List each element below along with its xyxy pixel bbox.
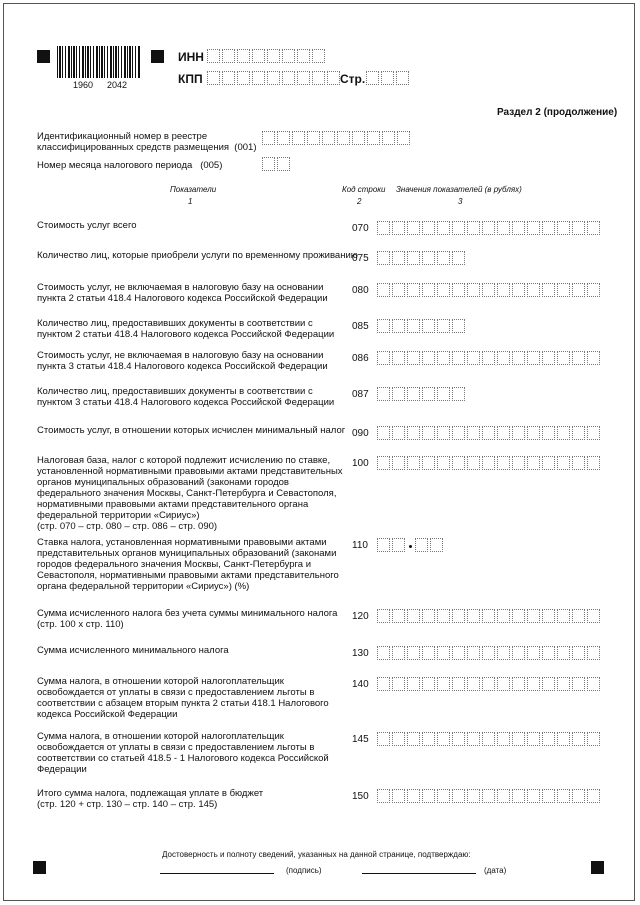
input-cell[interactable] xyxy=(587,456,600,470)
page-label: Стр. xyxy=(340,72,366,86)
row-label: Количество лиц, предоставивших документы в соответствии с пунктом 3 статьи 418.4 Налогового кодекса Российской Федерации xyxy=(37,386,335,408)
input-cell[interactable] xyxy=(437,456,450,470)
row-code: 145 xyxy=(352,734,369,745)
input-cell[interactable] xyxy=(497,221,510,235)
input-cell[interactable] xyxy=(452,426,465,440)
input-cell[interactable] xyxy=(557,351,570,365)
month-label: Номер месяца налогового периода (005) xyxy=(37,160,223,171)
barcode xyxy=(57,46,140,78)
input-cell[interactable] xyxy=(452,789,465,803)
row-label: Сумма исчисленного налога без учета суммы минимального налога (стр. 100 х стр. 110) xyxy=(37,608,338,630)
row-value-field[interactable] xyxy=(377,456,602,470)
input-cell[interactable] xyxy=(297,71,310,85)
corner-marker-top-right xyxy=(151,50,164,63)
input-cell[interactable] xyxy=(527,426,540,440)
input-cell[interactable] xyxy=(277,131,290,145)
input-cell[interactable] xyxy=(237,71,250,85)
input-cell[interactable] xyxy=(512,677,525,691)
input-cell[interactable] xyxy=(572,732,585,746)
row-value-field[interactable] xyxy=(377,387,467,401)
row-label: Сумма исчисленного минимального налога xyxy=(37,645,229,656)
input-cell[interactable] xyxy=(377,538,390,552)
input-cell[interactable] xyxy=(572,221,585,235)
input-cell[interactable] xyxy=(482,609,495,623)
signature-caption: (подпись) xyxy=(286,866,322,875)
input-cell[interactable] xyxy=(587,789,600,803)
input-cell[interactable] xyxy=(277,157,290,171)
input-cell[interactable] xyxy=(422,456,435,470)
row-code: 090 xyxy=(352,428,369,439)
input-cell[interactable] xyxy=(527,732,540,746)
input-cell[interactable] xyxy=(467,426,480,440)
input-cell[interactable] xyxy=(377,221,390,235)
date-line[interactable] xyxy=(362,873,476,874)
input-cell[interactable] xyxy=(262,131,275,145)
input-cell[interactable] xyxy=(542,732,555,746)
registry-id-field[interactable] xyxy=(262,131,412,145)
input-cell[interactable] xyxy=(377,646,390,660)
input-cell[interactable] xyxy=(322,131,335,145)
row-value-field[interactable] xyxy=(377,221,602,235)
input-cell[interactable] xyxy=(392,789,405,803)
input-cell[interactable] xyxy=(452,387,465,401)
input-cell[interactable] xyxy=(557,221,570,235)
input-cell[interactable] xyxy=(267,71,280,85)
input-cell[interactable] xyxy=(497,789,510,803)
input-cell[interactable] xyxy=(297,49,310,63)
col-header-indicators: Показатели xyxy=(170,185,217,194)
col-number-2: 2 xyxy=(357,197,362,206)
input-cell[interactable] xyxy=(452,609,465,623)
inn-label: ИНН xyxy=(178,50,204,64)
input-cell[interactable] xyxy=(437,351,450,365)
input-cell[interactable] xyxy=(392,538,405,552)
input-cell[interactable] xyxy=(430,538,443,552)
input-cell[interactable] xyxy=(467,646,480,660)
input-cell[interactable] xyxy=(452,319,465,333)
col-header-code: Код строки xyxy=(342,185,386,194)
kpp-label: КПП xyxy=(178,72,203,86)
input-cell[interactable] xyxy=(312,71,325,85)
input-cell[interactable] xyxy=(467,732,480,746)
input-cell[interactable] xyxy=(527,609,540,623)
row-code: 140 xyxy=(352,679,369,690)
input-cell[interactable] xyxy=(312,49,325,63)
input-cell[interactable] xyxy=(377,609,390,623)
input-cell[interactable] xyxy=(587,221,600,235)
input-cell[interactable] xyxy=(482,646,495,660)
row-code: 075 xyxy=(352,253,369,264)
row-code: 070 xyxy=(352,223,369,234)
input-cell[interactable] xyxy=(292,131,305,145)
row-value-field[interactable] xyxy=(377,732,602,746)
input-cell[interactable] xyxy=(467,789,480,803)
input-cell[interactable] xyxy=(467,456,480,470)
input-cell[interactable] xyxy=(497,283,510,297)
input-cell[interactable] xyxy=(482,677,495,691)
row-value-field[interactable] xyxy=(377,351,602,365)
input-cell[interactable] xyxy=(392,319,405,333)
input-cell[interactable] xyxy=(527,456,540,470)
col-number-1: 1 xyxy=(188,197,193,206)
row-code: 100 xyxy=(352,458,369,469)
input-cell[interactable] xyxy=(557,609,570,623)
input-cell[interactable] xyxy=(392,426,405,440)
input-cell[interactable] xyxy=(557,646,570,660)
section-title: Раздел 2 (продолжение) xyxy=(497,107,618,118)
input-cell[interactable] xyxy=(382,131,395,145)
input-cell[interactable] xyxy=(482,283,495,297)
input-cell[interactable] xyxy=(587,609,600,623)
input-cell[interactable] xyxy=(482,732,495,746)
row-label: Итого сумма налога, подлежащая уплате в бюджет (стр. 120 + стр. 130 – стр. 140 – стр. 145) xyxy=(37,788,264,810)
row-label: Стоимость услуг, не включаемая в налоговую базу на основании пункта 3 статьи 418.4 Налогового кодекса Российской Федерации xyxy=(37,350,328,372)
input-cell[interactable] xyxy=(527,221,540,235)
input-cell[interactable] xyxy=(437,251,450,265)
input-cell[interactable] xyxy=(422,426,435,440)
input-cell[interactable] xyxy=(407,426,420,440)
input-cell[interactable] xyxy=(557,456,570,470)
input-cell[interactable] xyxy=(377,283,390,297)
input-cell[interactable] xyxy=(422,609,435,623)
input-cell[interactable] xyxy=(392,221,405,235)
input-cell[interactable] xyxy=(222,49,235,63)
input-cell[interactable] xyxy=(512,456,525,470)
input-cell[interactable] xyxy=(557,789,570,803)
input-cell[interactable] xyxy=(392,283,405,297)
input-cell[interactable] xyxy=(392,351,405,365)
row-value-field[interactable] xyxy=(377,789,602,803)
input-cell[interactable] xyxy=(527,351,540,365)
input-cell[interactable] xyxy=(542,456,555,470)
input-cell[interactable] xyxy=(392,677,405,691)
input-cell[interactable] xyxy=(482,789,495,803)
input-cell[interactable] xyxy=(527,789,540,803)
input-cell[interactable] xyxy=(527,677,540,691)
input-cell[interactable] xyxy=(587,677,600,691)
corner-marker-bottom-right xyxy=(591,861,604,874)
input-cell[interactable] xyxy=(422,221,435,235)
input-cell[interactable] xyxy=(352,131,365,145)
input-cell[interactable] xyxy=(422,283,435,297)
input-cell[interactable] xyxy=(392,456,405,470)
input-cell[interactable] xyxy=(252,49,265,63)
input-cell[interactable] xyxy=(497,609,510,623)
input-cell[interactable] xyxy=(307,131,320,145)
input-cell[interactable] xyxy=(572,609,585,623)
input-cell[interactable] xyxy=(497,456,510,470)
decimal-dot xyxy=(409,545,412,548)
row-value-field[interactable] xyxy=(377,538,445,552)
input-cell[interactable] xyxy=(377,677,390,691)
input-cell[interactable] xyxy=(422,732,435,746)
input-cell[interactable] xyxy=(207,71,220,85)
input-cell[interactable] xyxy=(422,646,435,660)
input-cell[interactable] xyxy=(542,677,555,691)
row-value-field[interactable] xyxy=(377,609,602,623)
input-cell[interactable] xyxy=(392,387,405,401)
input-cell[interactable] xyxy=(467,221,480,235)
input-cell[interactable] xyxy=(452,732,465,746)
input-cell[interactable] xyxy=(572,426,585,440)
input-cell[interactable] xyxy=(587,351,600,365)
input-cell[interactable] xyxy=(237,49,250,63)
input-cell[interactable] xyxy=(587,283,600,297)
input-cell[interactable] xyxy=(397,131,410,145)
input-cell[interactable] xyxy=(467,283,480,297)
input-cell[interactable] xyxy=(572,351,585,365)
input-cell[interactable] xyxy=(452,677,465,691)
input-cell[interactable] xyxy=(407,677,420,691)
input-cell[interactable] xyxy=(572,789,585,803)
input-cell[interactable] xyxy=(377,789,390,803)
col-number-3: 3 xyxy=(458,197,463,206)
input-cell[interactable] xyxy=(392,646,405,660)
input-cell[interactable] xyxy=(407,351,420,365)
input-cell[interactable] xyxy=(337,131,350,145)
input-cell[interactable] xyxy=(572,646,585,660)
input-cell[interactable] xyxy=(377,732,390,746)
input-cell[interactable] xyxy=(482,426,495,440)
row-label: Стоимость услуг, не включаемая в налоговую базу на основании пункта 2 статьи 418.4 Налогового кодекса Российской Федерации xyxy=(37,282,328,304)
col-header-values: Значения показателей (в рублях) xyxy=(396,185,522,194)
row-value-field[interactable] xyxy=(377,319,467,333)
input-cell[interactable] xyxy=(572,283,585,297)
input-cell[interactable] xyxy=(452,283,465,297)
row-value-field[interactable] xyxy=(377,251,467,265)
input-cell[interactable] xyxy=(497,426,510,440)
row-value-field[interactable] xyxy=(377,677,602,691)
input-cell[interactable] xyxy=(587,646,600,660)
input-cell[interactable] xyxy=(437,677,450,691)
input-cell[interactable] xyxy=(512,351,525,365)
row-code: 120 xyxy=(352,611,369,622)
row-code: 086 xyxy=(352,353,369,364)
input-cell[interactable] xyxy=(542,609,555,623)
input-cell[interactable] xyxy=(437,609,450,623)
input-cell[interactable] xyxy=(482,221,495,235)
input-cell[interactable] xyxy=(392,732,405,746)
input-cell[interactable] xyxy=(437,283,450,297)
input-cell[interactable] xyxy=(437,646,450,660)
row-code: 085 xyxy=(352,321,369,332)
input-cell[interactable] xyxy=(467,677,480,691)
input-cell[interactable] xyxy=(392,609,405,623)
input-cell[interactable] xyxy=(381,71,394,85)
input-cell[interactable] xyxy=(207,49,220,63)
input-cell[interactable] xyxy=(452,646,465,660)
confirmation-text: Достоверность и полноту сведений, указанных на данной странице, подтверждаю: xyxy=(162,850,471,859)
barcode-number-right: 2042 xyxy=(107,80,128,90)
input-cell[interactable] xyxy=(467,351,480,365)
row-value-field[interactable] xyxy=(377,283,602,297)
input-cell[interactable] xyxy=(422,251,435,265)
inn-field[interactable] xyxy=(207,49,327,63)
row-label: Сумма налога, в отношении которой налогоплательщик освобождается от уплаты в связи с предоставлением льготы в соответствии с абзацем вторым пункта 2 статьи 418.1 Налогового кодекса Российской Федерации xyxy=(37,676,329,720)
input-cell[interactable] xyxy=(252,71,265,85)
row-value-field[interactable] xyxy=(377,426,602,440)
input-cell[interactable] xyxy=(407,646,420,660)
input-cell[interactable] xyxy=(452,251,465,265)
row-label: Стоимость услуг, в отношении которых исчислен минимальный налог xyxy=(37,425,346,436)
row-code: 080 xyxy=(352,285,369,296)
input-cell[interactable] xyxy=(542,789,555,803)
corner-marker-top-left xyxy=(37,50,50,63)
row-code: 150 xyxy=(352,791,369,802)
input-cell[interactable] xyxy=(407,319,420,333)
input-cell[interactable] xyxy=(512,609,525,623)
input-cell[interactable] xyxy=(482,456,495,470)
input-cell[interactable] xyxy=(367,131,380,145)
input-cell[interactable] xyxy=(542,221,555,235)
input-cell[interactable] xyxy=(422,351,435,365)
row-label: Налоговая база, налог с которой подлежит исчислению по ставке, установленной нормативными правовыми актами представительных органов муниципальных образований (законами городов федерального значения Москвы, Санкт-Петербурга и Севастополя, нормативными правовыми актами представительного органа федеральной территории «Сириус») (стр. 070 – стр. 080 – стр. 086 – стр. 090) xyxy=(37,455,343,532)
input-cell[interactable] xyxy=(415,538,428,552)
input-cell[interactable] xyxy=(497,351,510,365)
input-cell[interactable] xyxy=(452,351,465,365)
input-cell[interactable] xyxy=(267,49,280,63)
row-label: Сумма налога, в отношении которой налогоплательщик освобождается от уплаты в связи с предоставлением льготы в соответствии со статьей 418.5 - 1 Налогового кодекса Российской Федерации xyxy=(37,731,329,775)
input-cell[interactable] xyxy=(327,71,340,85)
input-cell[interactable] xyxy=(407,732,420,746)
row-label: Количество лиц, предоставивших документы в соответствии с пунктом 2 статьи 418.4 Налогового кодекса Российской Федерации xyxy=(37,318,335,340)
input-cell[interactable] xyxy=(557,732,570,746)
month-field[interactable] xyxy=(262,157,292,171)
input-cell[interactable] xyxy=(377,426,390,440)
input-cell[interactable] xyxy=(497,646,510,660)
input-cell[interactable] xyxy=(366,71,379,85)
row-code: 130 xyxy=(352,648,369,659)
input-cell[interactable] xyxy=(407,456,420,470)
input-cell[interactable] xyxy=(437,387,450,401)
input-cell[interactable] xyxy=(512,789,525,803)
decimal-point xyxy=(407,538,415,552)
corner-marker-bottom-left xyxy=(33,861,46,874)
input-cell[interactable] xyxy=(557,283,570,297)
input-cell[interactable] xyxy=(407,387,420,401)
input-cell[interactable] xyxy=(422,677,435,691)
input-cell[interactable] xyxy=(407,221,420,235)
input-cell[interactable] xyxy=(437,221,450,235)
input-cell[interactable] xyxy=(542,351,555,365)
input-cell[interactable] xyxy=(282,71,295,85)
input-cell[interactable] xyxy=(262,157,275,171)
input-cell[interactable] xyxy=(512,426,525,440)
input-cell[interactable] xyxy=(422,789,435,803)
page-number-field[interactable] xyxy=(366,71,411,85)
date-caption: (дата) xyxy=(484,866,507,875)
input-cell[interactable] xyxy=(407,609,420,623)
input-cell[interactable] xyxy=(407,789,420,803)
input-cell[interactable] xyxy=(527,283,540,297)
input-cell[interactable] xyxy=(437,319,450,333)
input-cell[interactable] xyxy=(512,732,525,746)
input-cell[interactable] xyxy=(377,456,390,470)
input-cell[interactable] xyxy=(572,677,585,691)
row-value-field[interactable] xyxy=(377,646,602,660)
input-cell[interactable] xyxy=(396,71,409,85)
row-code: 110 xyxy=(352,540,368,551)
input-cell[interactable] xyxy=(527,646,540,660)
registry-id-label: Идентификационный номер в реестре классифицированных средств размещения (001) xyxy=(37,131,257,153)
input-cell[interactable] xyxy=(557,426,570,440)
input-cell[interactable] xyxy=(587,732,600,746)
input-cell[interactable] xyxy=(497,677,510,691)
input-cell[interactable] xyxy=(572,456,585,470)
input-cell[interactable] xyxy=(377,387,390,401)
input-cell[interactable] xyxy=(422,387,435,401)
input-cell[interactable] xyxy=(437,732,450,746)
input-cell[interactable] xyxy=(437,789,450,803)
input-cell[interactable] xyxy=(512,221,525,235)
input-cell[interactable] xyxy=(407,283,420,297)
input-cell[interactable] xyxy=(377,251,390,265)
input-cell[interactable] xyxy=(282,49,295,63)
input-cell[interactable] xyxy=(222,71,235,85)
row-label: Стоимость услуг всего xyxy=(37,220,137,231)
input-cell[interactable] xyxy=(557,677,570,691)
input-cell[interactable] xyxy=(437,426,450,440)
input-cell[interactable] xyxy=(452,221,465,235)
signature-line[interactable] xyxy=(160,873,274,874)
row-code: 087 xyxy=(352,389,369,400)
input-cell[interactable] xyxy=(512,646,525,660)
kpp-field[interactable] xyxy=(207,71,342,85)
input-cell[interactable] xyxy=(542,646,555,660)
input-cell[interactable] xyxy=(512,283,525,297)
input-cell[interactable] xyxy=(377,319,390,333)
barcode-number-left: 1960 xyxy=(73,80,94,90)
input-cell[interactable] xyxy=(587,426,600,440)
input-cell[interactable] xyxy=(392,251,405,265)
input-cell[interactable] xyxy=(482,351,495,365)
input-cell[interactable] xyxy=(377,351,390,365)
row-label: Количество лиц, которые приобрели услуги по временному проживанию xyxy=(37,250,358,261)
input-cell[interactable] xyxy=(542,283,555,297)
input-cell[interactable] xyxy=(497,732,510,746)
input-cell[interactable] xyxy=(422,319,435,333)
input-cell[interactable] xyxy=(467,609,480,623)
row-label: Ставка налога, установленная нормативными правовыми актами представительных органов муниципальных образований (законами городов федерального значения Москвы, Санкт-Петербурга и Севастополя, нормативными правовыми актами представительного органа федеральной территории «Сириус») (%) xyxy=(37,537,339,592)
input-cell[interactable] xyxy=(407,251,420,265)
input-cell[interactable] xyxy=(542,426,555,440)
input-cell[interactable] xyxy=(452,456,465,470)
